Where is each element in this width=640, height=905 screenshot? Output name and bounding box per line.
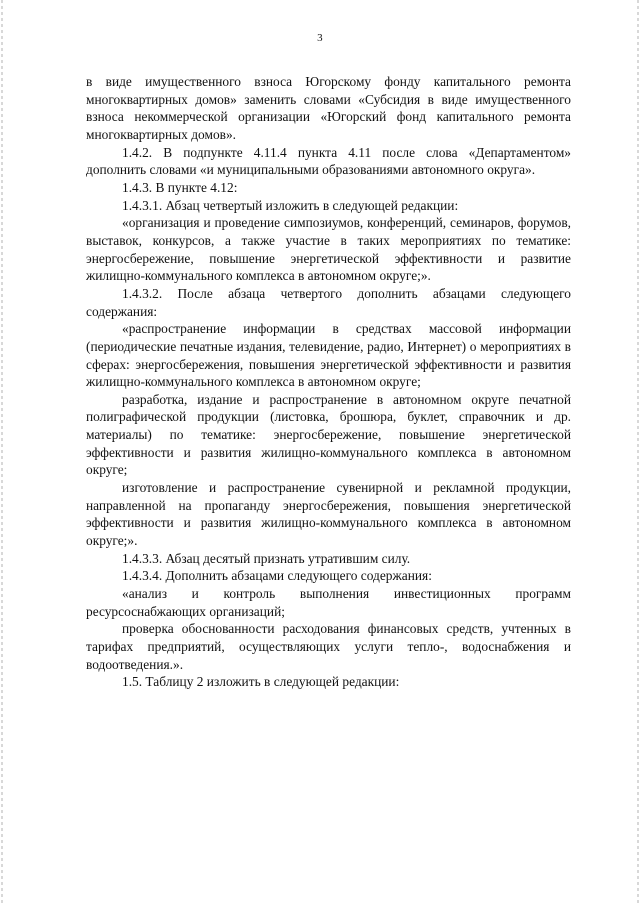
paragraph-6: 1.4.3.2. После абзаца четвертого дополнить абзацами следующего содержания: (86, 285, 571, 319)
paragraph-2: 1.4.2. В подпункте 4.11.4 пункта 4.11 после слова «Департаментом» дополнить словами «и муниципальными образованиями автономного округа». (86, 144, 571, 178)
paragraph-10: 1.4.3.3. Абзац десятый признать утратившим силу. (122, 550, 411, 566)
paragraph-11: 1.4.3.4. Дополнить абзацами следующего содержания: (122, 568, 432, 584)
paragraph-9: изготовление и распространение сувенирной и рекламной продукции, направленной на пропаганду энергосбережения, повышения энергетической эффективности и развития жилищно-коммунального комплекса в автономном округе;». (86, 480, 571, 549)
paragraph-14: 1.5. Таблицу 2 изложить в следующей редакции: (122, 674, 400, 690)
paragraph-8: разработка, издание и распространение в автономном округе печатной полиграфической продукции (листовка, брошюра, буклет, справочник и др. материалы) по тематике: энергосбережение, повышение энергетической эффективности и развития жилищно-коммунального комплекса в автономном округе; (86, 391, 571, 478)
paragraph-5: «организация и проведение симпозиумов, конференций, семинаров, форумов, выставок, конкурсов, а также участие в таких мероприятиях по тематике: энергосбережение, повышение энергетической эффективности и развитие жилищно-коммунального комплекса в автономном округе;». (86, 215, 571, 284)
paragraph-4: 1.4.3.1. Абзац четвертый изложить в следующей редакции: (122, 197, 459, 213)
paragraph-3: 1.4.3. В пункте 4.12: (122, 179, 238, 195)
scan-left-edge (1, 0, 3, 905)
paragraph-1: в виде имущественного взноса Югорскому фонду капитального ремонта многоквартирных домов» заменить словами «Субсидия в виде имущественного взноса некоммерческой организации «Югорский фонд капитального ремонта многоквартирных домов». (86, 74, 571, 142)
paragraph-12: «анализ и контроль выполнения инвестиционных программ ресурсоснабжающих организаций; (86, 586, 571, 619)
scan-right-edge (637, 0, 639, 905)
paragraph-13: проверка обоснованности расходования финансовых средств, учтенных в тарифах предприятий, осуществляющих услуги тепло-, водоснабжения и водоотведения.». (86, 621, 571, 672)
paragraph-7: «распространение информации в средствах массовой информации (периодические печатные издания, телевидение, радио, Интернет) о мероприятиях в сферах: энергосбережения, повышения энергетической эффективности и развития жилищно-коммунального комплекса в автономном округе; (86, 321, 571, 390)
page-number: 3 (317, 32, 323, 44)
document-body (86, 73, 571, 691)
